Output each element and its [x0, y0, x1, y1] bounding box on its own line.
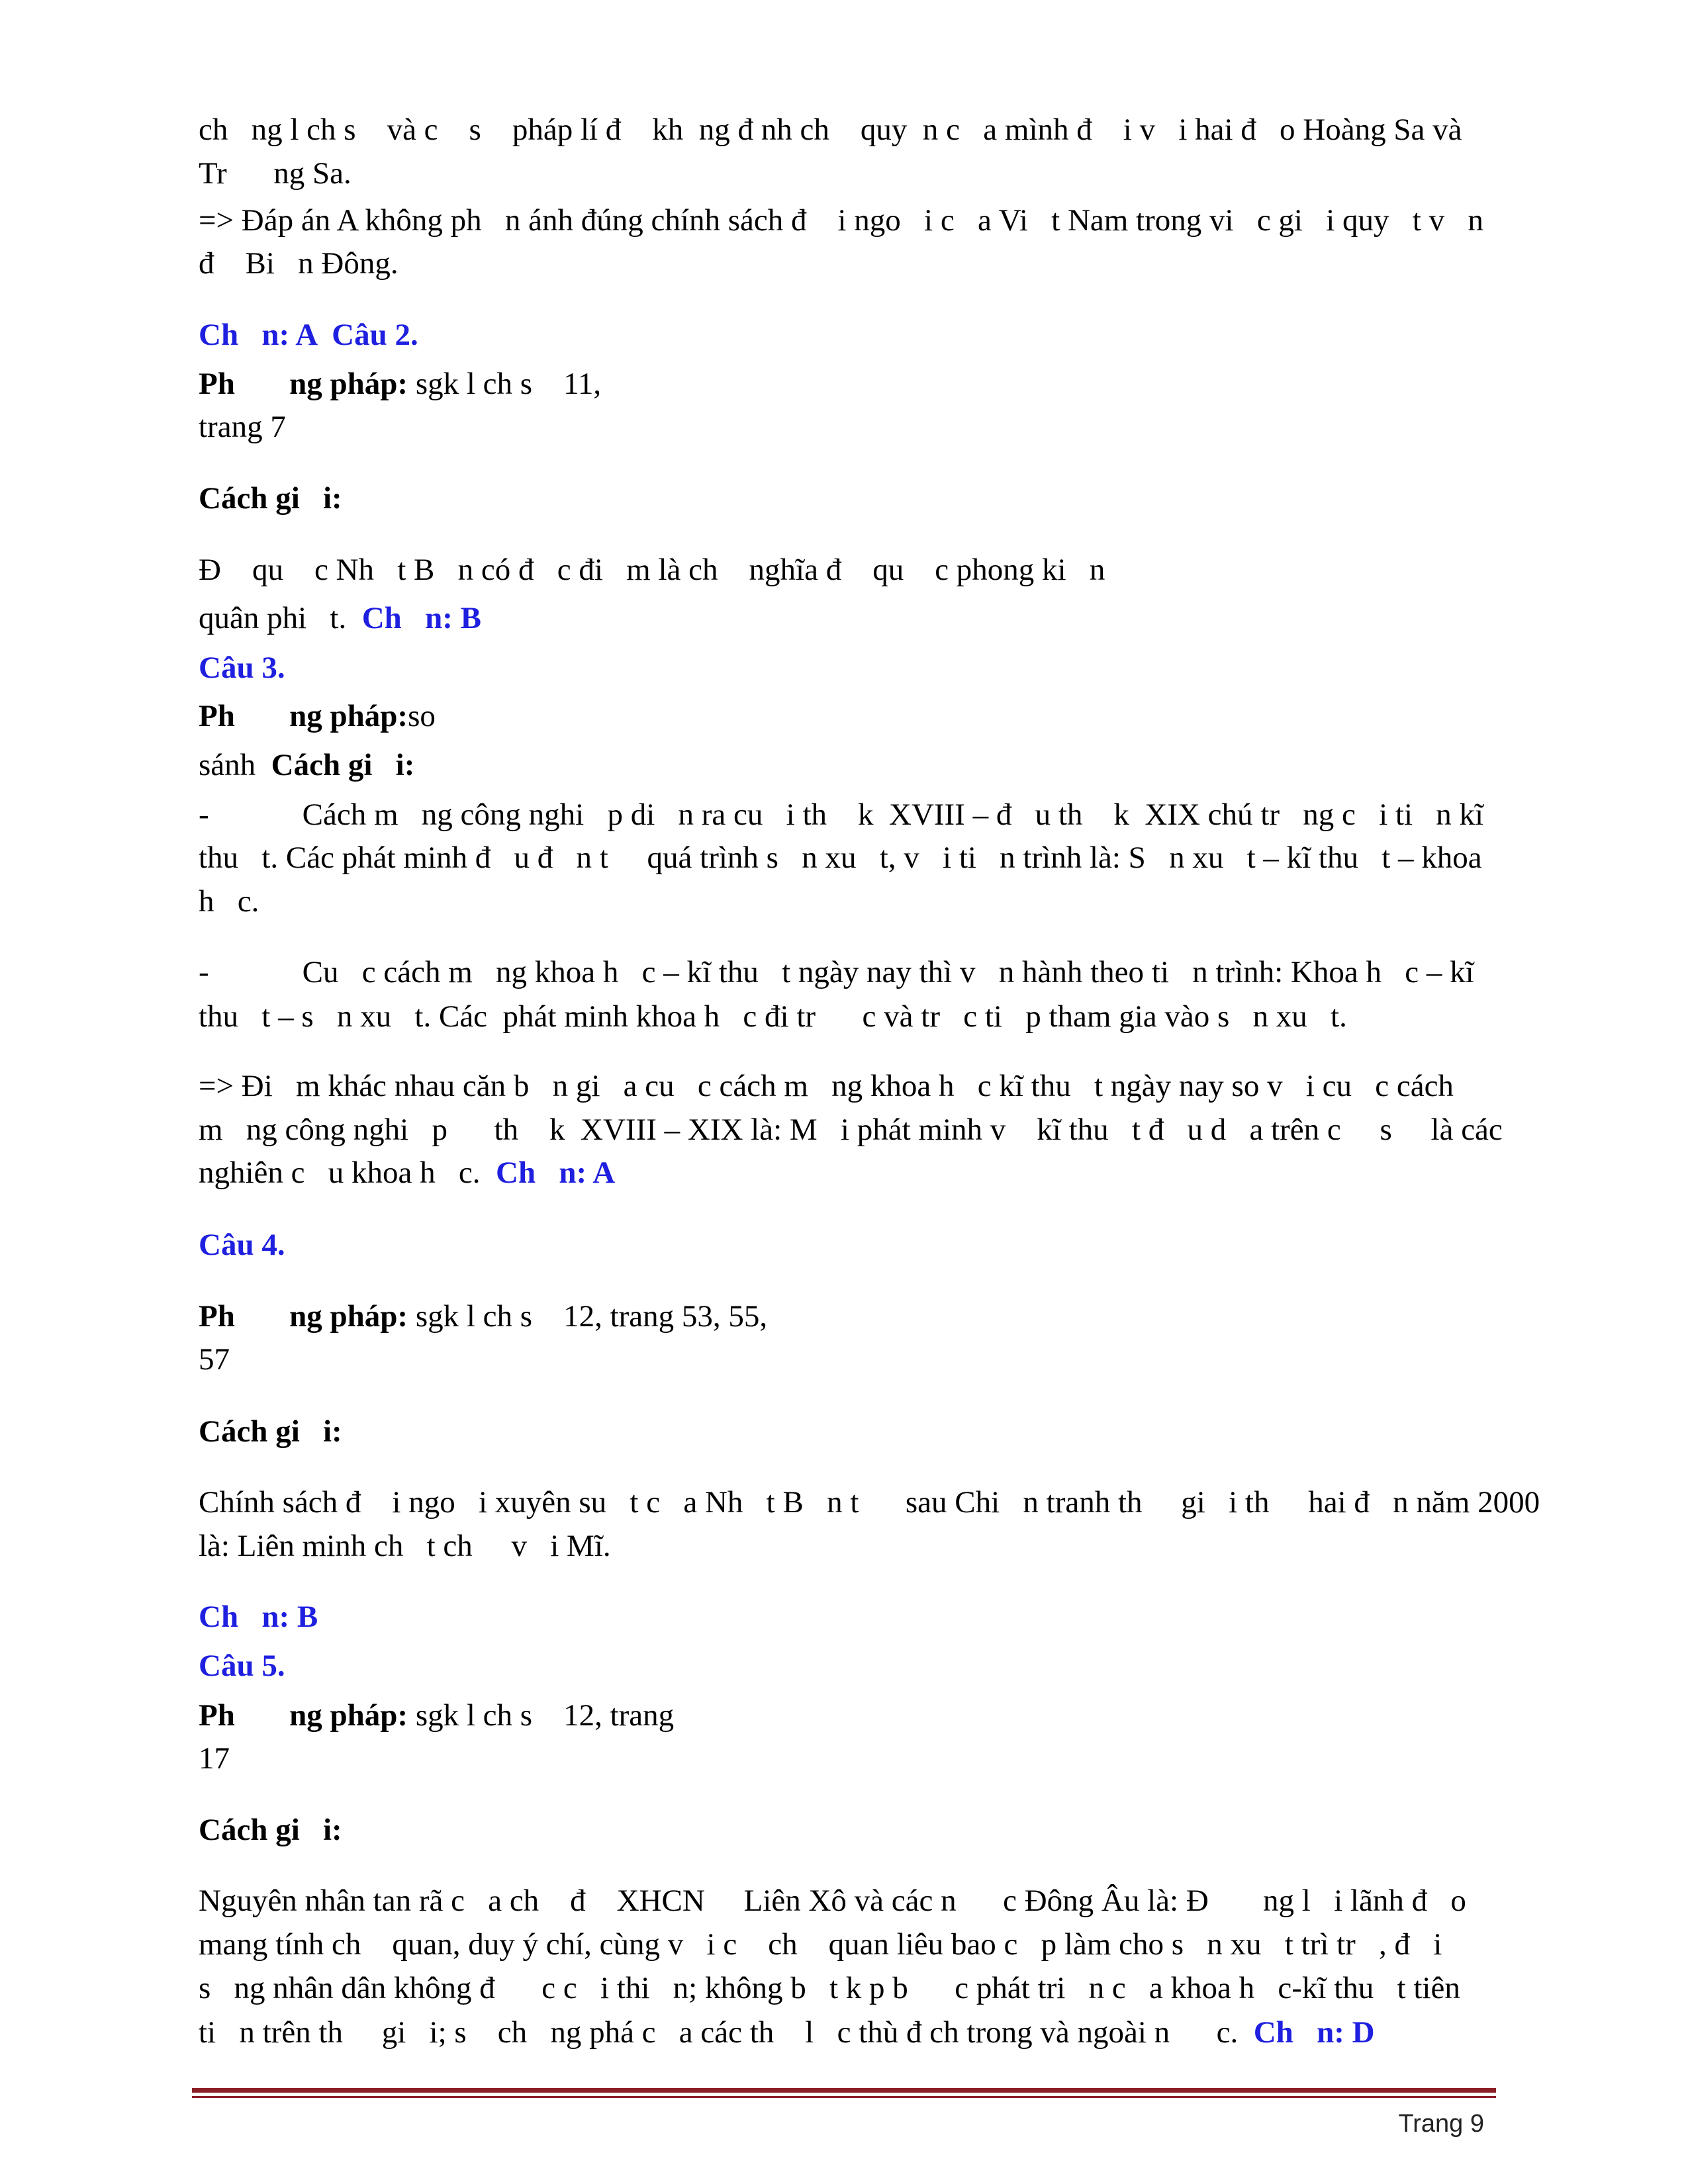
page-number: Trang 9 — [1398, 2110, 1484, 2138]
text-line: ch ng l ch s và c s pháp lí đ kh ng đ nh ch quy n c a mình đ i v i hai đ o Hoàng Sa và — [199, 113, 1462, 147]
text-span: ti n trên th gi i; s ch ng phá c a các th l c thù đ ch trong và ngoài n c. — [199, 2015, 1254, 2050]
text-line: - Cu c cách m ng khoa h c – kĩ thu t ngày nay thì v n hành theo ti n trình: Khoa h c – kĩ — [199, 955, 1474, 989]
method-line — [199, 1697, 674, 1734]
text-line: mang tính ch quan, duy ý chí, cùng v i c ch quan liêu bao c p làm cho s n xu t trì tr , đ i — [199, 1927, 1442, 1962]
method-line — [199, 698, 436, 735]
text-span: quân phi t. — [199, 601, 362, 635]
method-label: Ph ng pháp: — [199, 1299, 408, 1334]
method-text: so — [408, 699, 436, 733]
answer-label: Ch n: B — [361, 601, 481, 635]
answer-and-question-heading: Ch n: A Câu 2. — [199, 318, 418, 352]
text-line — [199, 1154, 615, 1191]
method-line — [199, 1298, 767, 1335]
text-line: Đ qu c Nh t B n có đ c đi m là ch nghĩa đ qu c phong ki n — [199, 553, 1105, 587]
method-label: Ph ng pháp: — [199, 1698, 408, 1733]
text-line — [199, 600, 481, 637]
text-line: Chính sách đ i ngo i xuyên su t c a Nh t B n t sau Chi n tranh th gi i th hai đ n năm 2000 — [199, 1485, 1540, 1520]
text-line: s ng nhân dân không đ c c i thi n; không b t k p b c phát tri n c a khoa h c-kĩ thu t tiên — [199, 1971, 1460, 2005]
question-heading: Câu 4. — [199, 1228, 285, 1262]
method-label: Ph ng pháp: — [199, 367, 408, 401]
text-line: đ Bi n Đông. — [199, 246, 399, 281]
method-text: sgk l ch s 11, — [408, 367, 602, 401]
solution-label: Cách gi i: — [199, 481, 342, 516]
method-line — [199, 365, 601, 402]
text-line: Nguyên nhân tan rã c a ch đ XHCN Liên Xô và các n c Đông Âu là: Đ ng l i lãnh đ o — [199, 1884, 1466, 1918]
text-line: 17 — [199, 1741, 230, 1776]
method-text: sgk l ch s 12, trang — [408, 1698, 675, 1733]
text-line — [199, 747, 414, 784]
text-line: Tr ng Sa. — [199, 156, 352, 191]
text-line: thu t – s n xu t. Các phát minh khoa h c đi tr c và tr c ti p tham gia vào s n xu t. — [199, 999, 1347, 1034]
text-line: => Đi m khác nhau căn b n gi a cu c cách m ng khoa h c kĩ thu t ngày nay so v i cu c cách — [199, 1069, 1454, 1103]
text-span: sánh — [199, 748, 271, 782]
text-line: => Đáp án A không ph n ánh đúng chính sách đ i ngo i c a Vi t Nam trong vi c gi i quy t v n — [199, 203, 1483, 238]
text-span: nghiên c u khoa h c. — [199, 1156, 496, 1190]
question-heading: Câu 3. — [199, 651, 285, 685]
text-line: h c. — [199, 884, 259, 919]
solution-label: Cách gi i: — [199, 1813, 342, 1847]
text-line: - Cách m ng công nghi p di n ra cu i th k XVIII – đ u th k XIX chú tr ng c i ti n kĩ — [199, 797, 1484, 832]
text-line: là: Liên minh ch t ch v i Mĩ. — [199, 1529, 611, 1563]
solution-label: Cách gi i: — [199, 1414, 342, 1449]
text-line: thu t. Các phát minh đ u đ n t quá trình s n xu t, v i ti n trình là: S n xu t – kĩ thu t – khoa — [199, 841, 1482, 875]
method-text: sgk l ch s 12, trang 53, 55, — [408, 1299, 768, 1334]
answer-label: Ch n: B — [199, 1600, 318, 1634]
text-line: trang 7 — [199, 410, 286, 444]
footer-divider — [192, 2096, 1496, 2098]
method-label: Ph ng pháp: — [199, 699, 408, 733]
text-line: 57 — [199, 1342, 230, 1377]
text-line: m ng công nghi p th k XVIII – XIX là: M i phát minh v kĩ thu t đ u d a trên c s là các — [199, 1113, 1503, 1147]
answer-label: Ch n: D — [1253, 2015, 1375, 2050]
answer-label: Ch n: A — [496, 1156, 616, 1190]
footer-divider — [192, 2088, 1496, 2093]
text-line — [199, 2014, 1375, 2051]
solution-label: Cách gi i: — [271, 748, 415, 782]
question-heading: Câu 5. — [199, 1649, 285, 1683]
